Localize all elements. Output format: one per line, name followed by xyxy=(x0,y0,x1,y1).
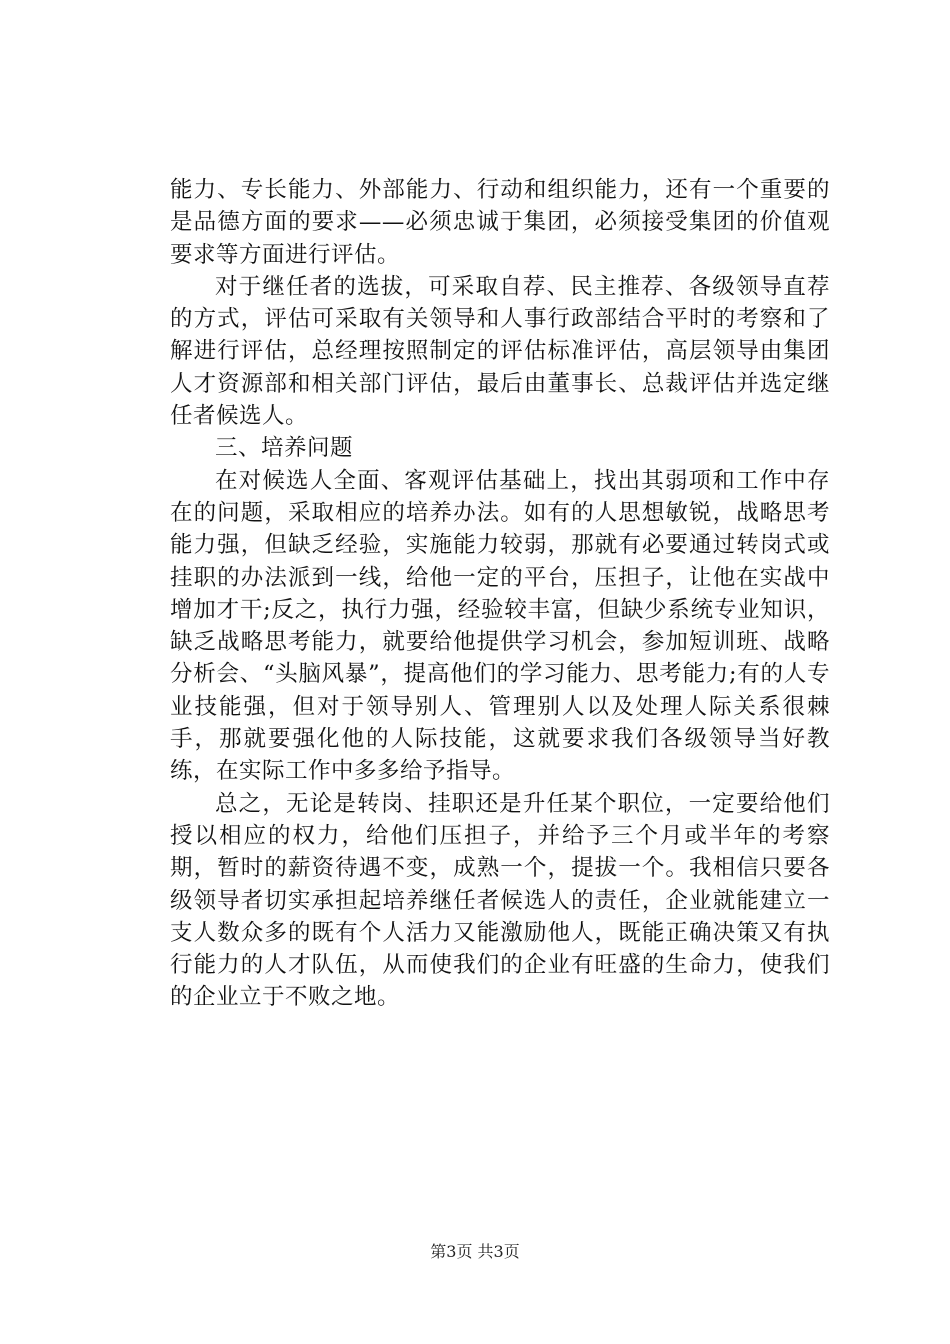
section-heading-training: 三、培养问题 xyxy=(215,435,354,462)
page-number-footer: 第3页 共3页 xyxy=(430,1242,520,1261)
document-body xyxy=(170,174,830,1014)
paragraph-successor-selection: 对于继任者的选拔，可采取自荐、民主推荐、各级领导直荐的方式，评估可采取有关领导和人事行政部结合平时的考察和了解进行评估，总经理按照制定的评估标准评估，高层领导由集团人才资源部和相关部门评估，最后由董事长、总裁评估并选定继任者候选人。 xyxy=(170,273,830,430)
paragraph-continued: 能力、专长能力、外部能力、行动和组织能力，还有一个重要的是品德方面的要求——必须忠诚于集团，必须接受集团的价值观要求等方面进行评估。 xyxy=(170,177,830,268)
paragraph-conclusion: 总之，无论是转岗、挂职还是升任某个职位，一定要给他们授以相应的权力，给他们压担子，并给予三个月或半年的考察期，暂时的薪资待遇不变，成熟一个，提拔一个。我相信只要各级领导者切实承担起培养继任者候选人的责任，企业就能建立一支人数众多的既有个人活力又能激励他人，既能正确决策又有执行能力的人才队伍，从而使我们的企业有旺盛的生命力，使我们的企业立于不败之地。 xyxy=(170,790,830,1011)
paragraph-training-methods: 在对候选人全面、客观评估基础上，找出其弱项和工作中存在的问题，采取相应的培养办法。如有的人思想敏锐，战略思考能力强，但缺乏经验，实施能力较弱，那就有必要通过转岗式或挂职的办法派到一线，给他一定的平台，压担子，让他在实战中增加才干;反之，执行力强，经验较丰富，但缺少系统专业知识，缺乏战略思考能力，就要给他提供学习机会，参加短训班、战略分析会、“头脑风暴”，提高他们的学习能力、思考能力;有的人专业技能强，但对于领导别人、管理别人以及处理人际关系很棘手，那就要强化他的人际技能，这就要求我们各级领导当好教练，在实际工作中多多给予指导。 xyxy=(170,467,830,785)
